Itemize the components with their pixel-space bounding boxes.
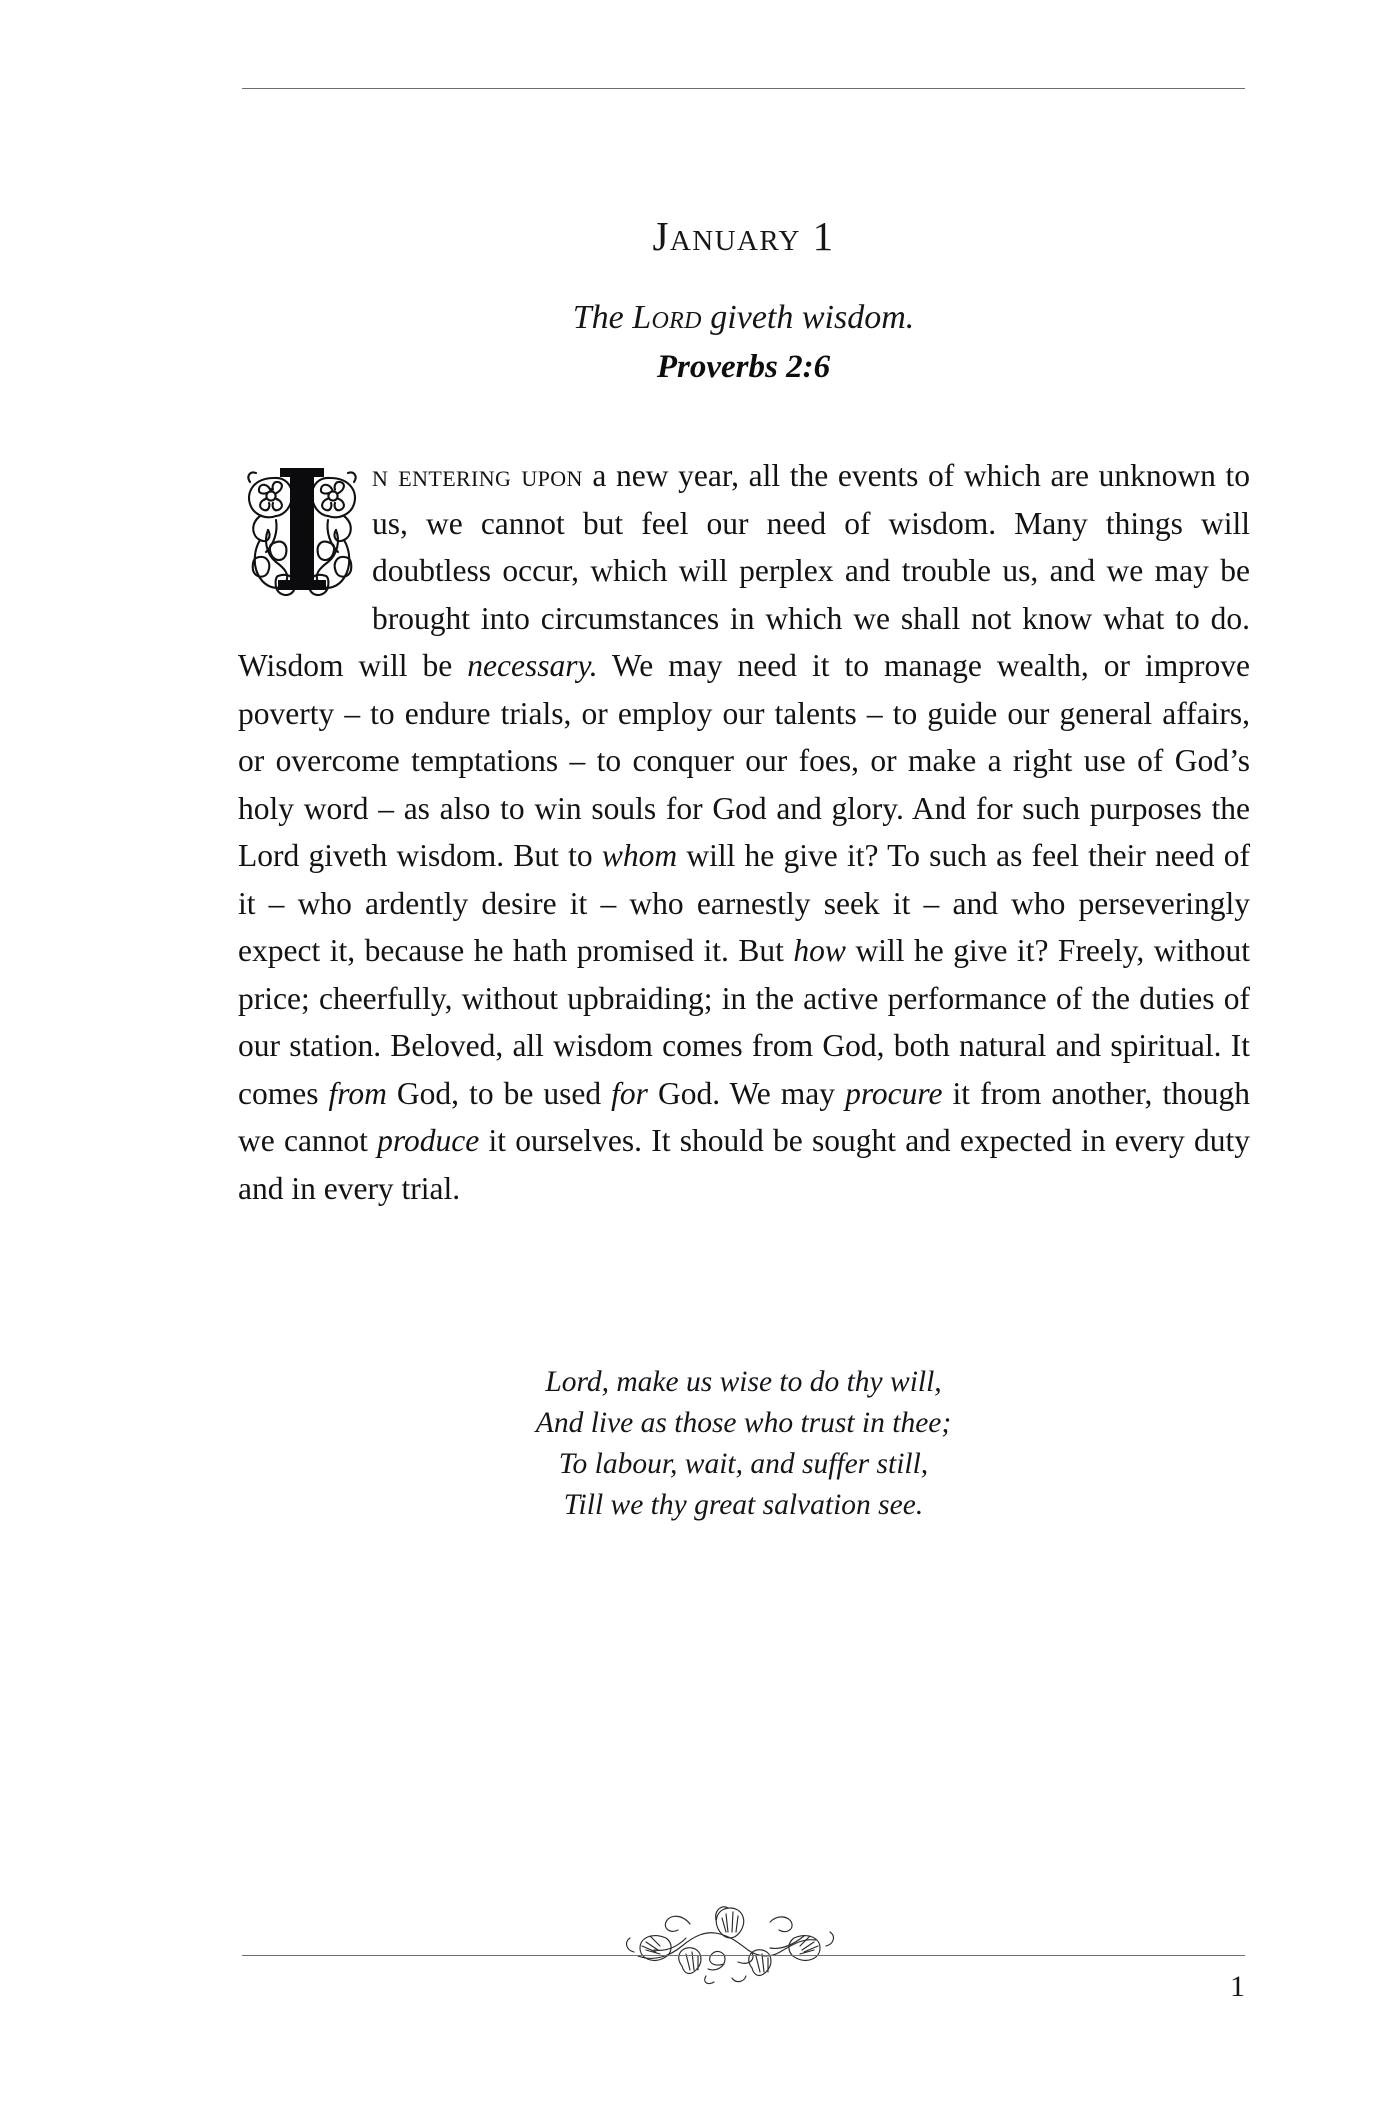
verse-divine-name: Lord xyxy=(632,299,702,336)
opening-smallcaps: n entering upon xyxy=(372,458,583,493)
scripture-verse-block xyxy=(242,296,1245,389)
closing-poem xyxy=(242,1362,1245,1526)
body-text-7: it from another, though we cannot xyxy=(238,1075,1250,1158)
emphasis-produce: produce xyxy=(377,1123,480,1158)
emphasis-necessary: necessary. xyxy=(467,648,598,683)
body-text-5: God, to be used xyxy=(386,1075,612,1111)
devotional-paragraph xyxy=(238,452,1250,1212)
poem-line: To labour, wait, and suffer still, xyxy=(558,1448,929,1480)
verse-text xyxy=(242,296,1245,341)
emphasis-how: how xyxy=(793,933,846,968)
decorated-initial-i-icon xyxy=(238,458,366,598)
poem-line: Till we thy great salvation see. xyxy=(563,1489,924,1521)
body-text-4: will he give it? Freely, without price; cheerfully, without upbraiding; in the active performance of the duties of our station. Beloved, all wisdom comes from God, both natural and spiritual. It comes xyxy=(238,933,1250,1111)
poem-line: Lord, make us wise to do thy will, xyxy=(545,1366,942,1398)
page-title: January 1 xyxy=(652,213,835,259)
floral-vine-ornament-icon xyxy=(620,1890,840,1985)
body-text-1: a new year, all the events of which are unknown to us, we cannot but feel our need of wisdom. Many things will doubtless occur, which will perplex and trouble us, and we may be brought into circumstances in which we shall not know what to do. Wisdom will be xyxy=(238,458,1251,683)
body-text-6: God. We may xyxy=(647,1075,846,1111)
body-text-8: it ourselves. It should be sought and expected in every duty and in every trial. xyxy=(238,1123,1250,1206)
devotional-body xyxy=(238,452,1250,1212)
verse-prefix: The xyxy=(572,299,633,336)
header-rule xyxy=(242,88,1245,89)
verse-reference: Proverbs 2:6 xyxy=(656,348,831,385)
emphasis-whom: whom xyxy=(601,838,678,873)
verse-suffix: giveth wisdom. xyxy=(701,299,915,336)
emphasis-procure: procure xyxy=(845,1075,943,1111)
page-number: 1 xyxy=(1230,1970,1245,2003)
body-text-3: will he give it? To such as feel their need of it – who ardently desire it – who earnestly seek it – and who perseveringly expect it, because he hath promised it. But xyxy=(238,838,1250,968)
body-text-2: We may need it to manage wealth, or improve poverty – to endure trials, or employ our talents – to guide our general affairs, or overcome temptations – to conquer our foes, or make a right use of God’s holy word – as also to win souls for God and glory. And for such purposes the Lord giveth wisdom. But to xyxy=(238,648,1250,873)
emphasis-for: for xyxy=(611,1075,648,1111)
footer-rule xyxy=(242,1955,1245,1956)
emphasis-from: from xyxy=(328,1075,387,1111)
poem-line: And live as those who trust in thee; xyxy=(535,1407,952,1439)
